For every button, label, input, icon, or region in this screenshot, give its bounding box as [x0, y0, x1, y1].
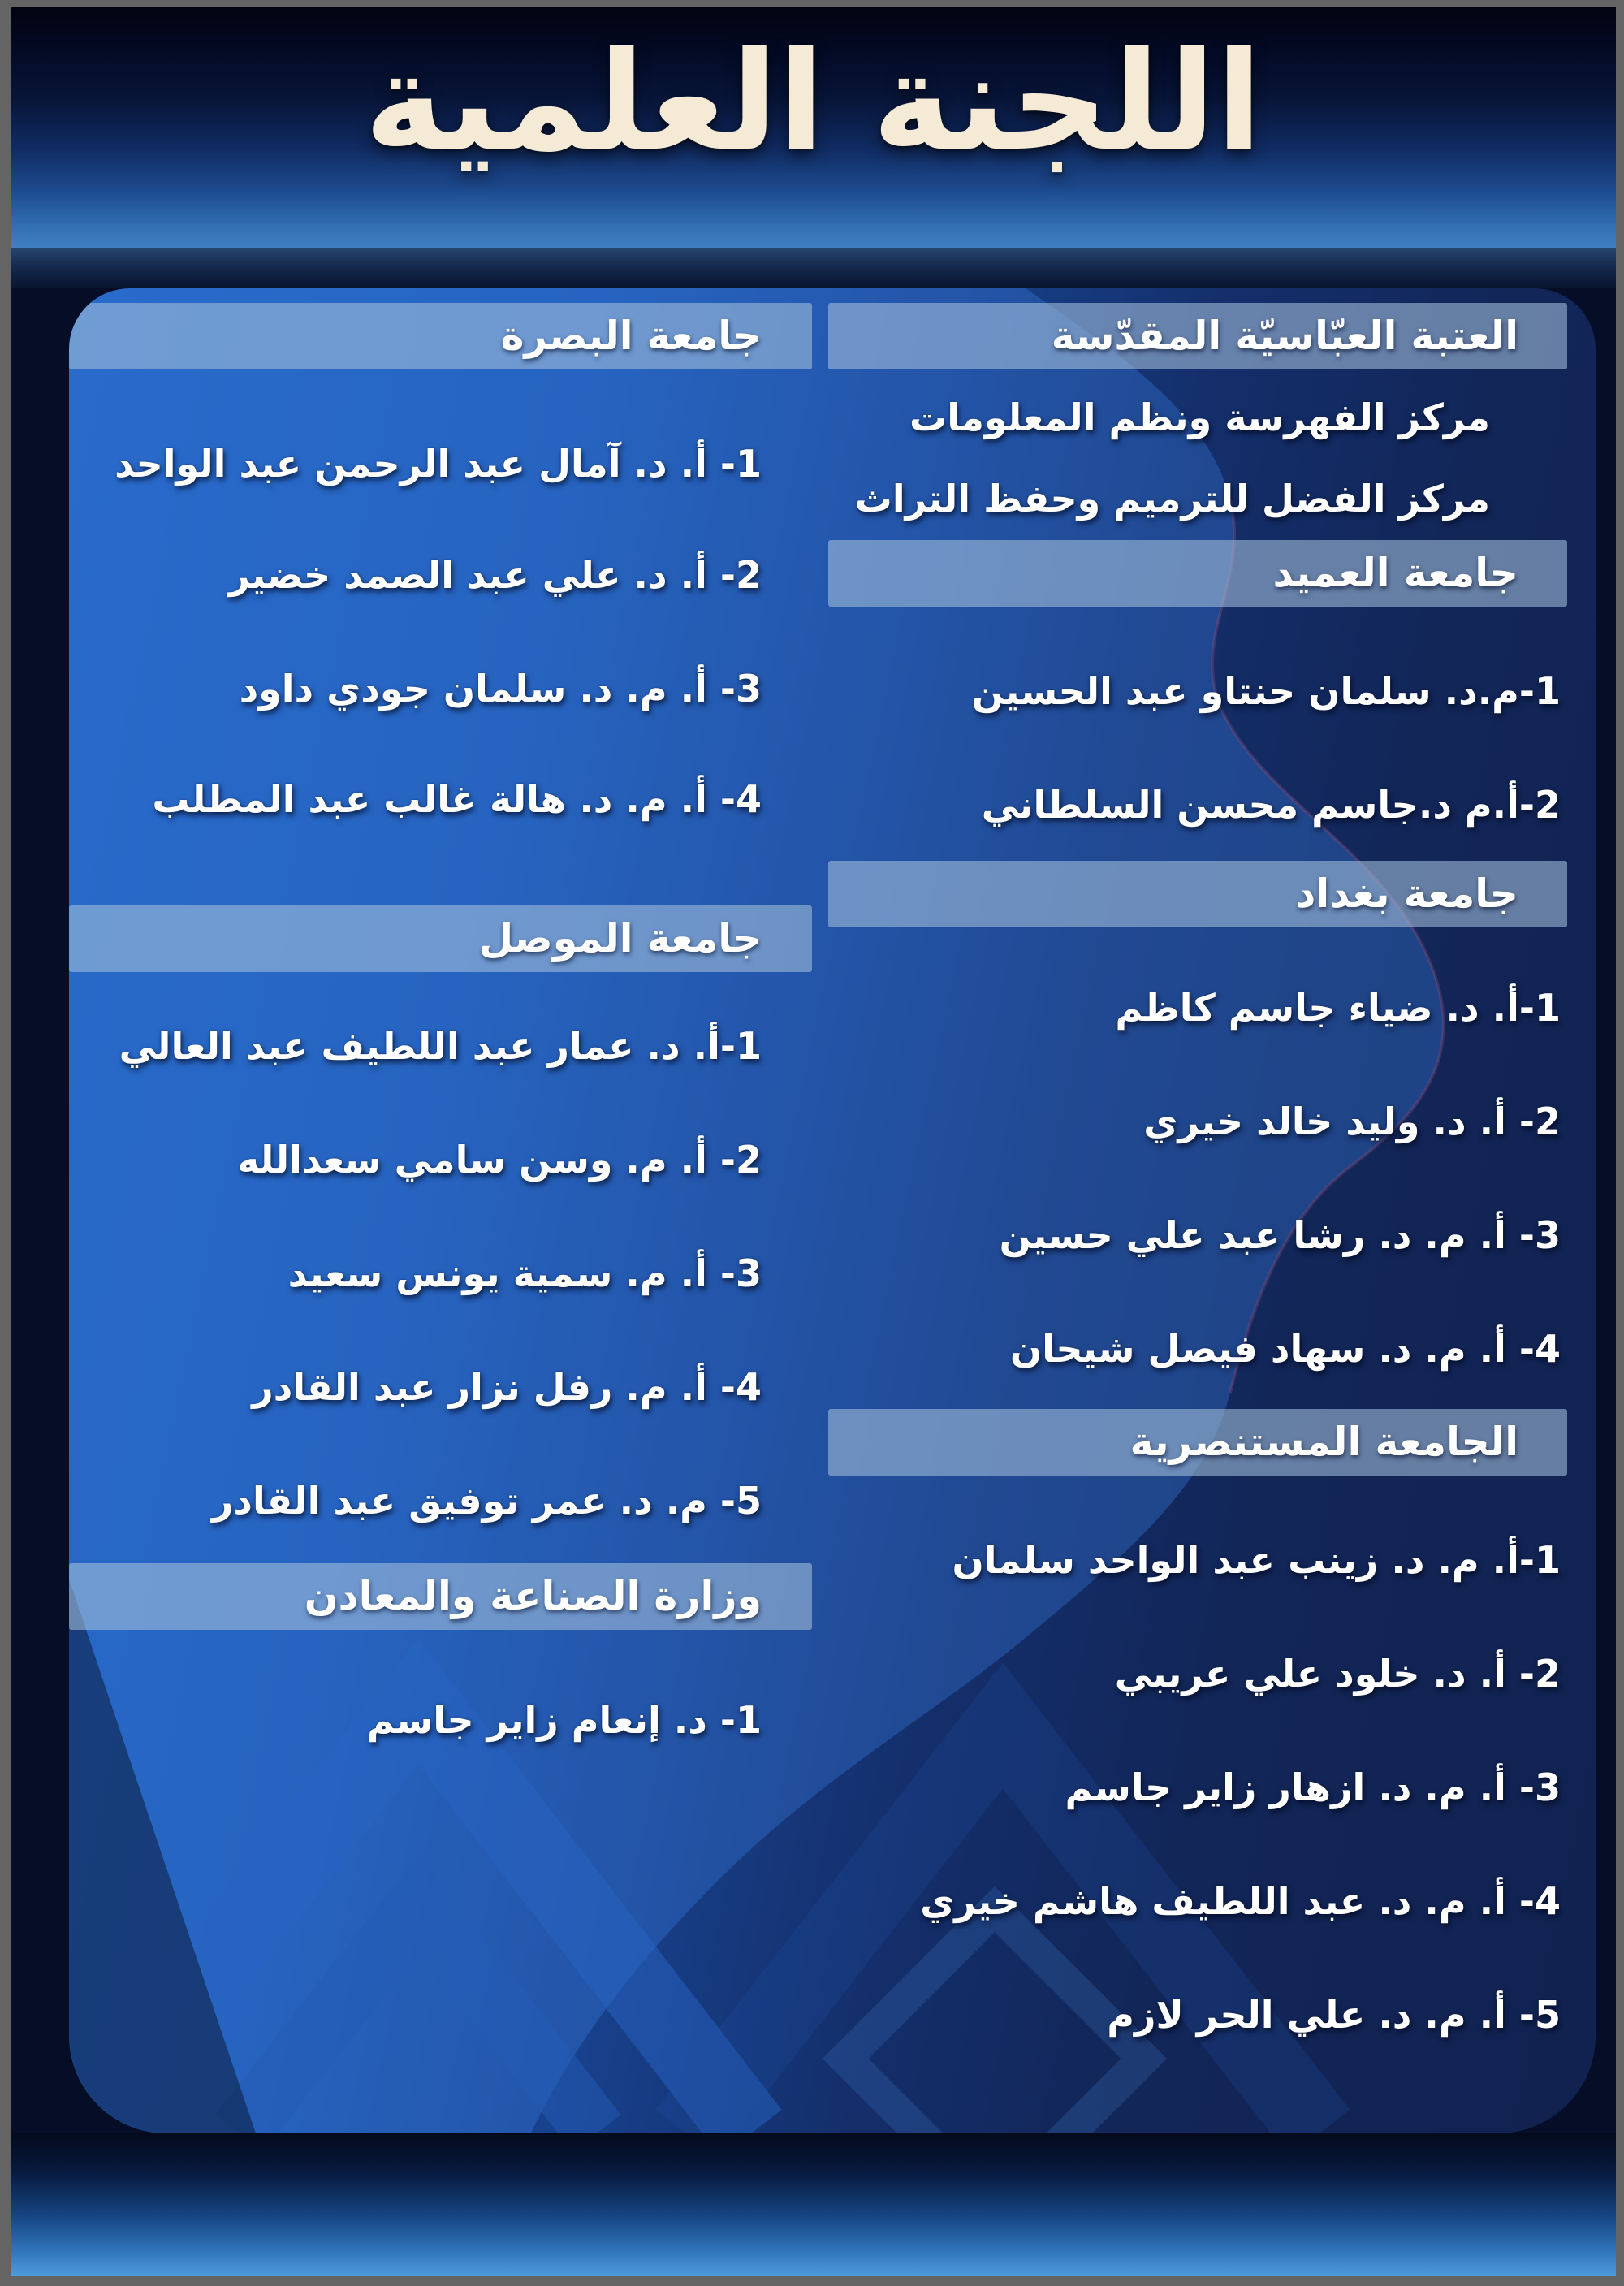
section-header-ministry-industry: وزارة الصناعة والمعادن — [69, 1563, 812, 1630]
member-item: 4- أ. م. د. سهاد فيصل شيحان — [1009, 1327, 1561, 1371]
member-item: 4- أ. م. د. هالة غالب عبد المطلب — [152, 777, 762, 821]
page-title: اللجنة العلمية — [364, 22, 1263, 181]
member-item: 1-أ. د. عمار عبد اللطيف عبد العالي — [119, 1024, 762, 1068]
section-header-abbasiya: العتبة العبّاسيّة المقدّسة — [828, 303, 1567, 369]
member-item: 2- أ. د. خلود علي عريبي — [1114, 1652, 1561, 1696]
member-item: 2- أ. د. وليد خالد خيري — [1143, 1100, 1561, 1143]
member-item: 1-م.د. سلمان حنتاو عبد الحسين — [971, 669, 1561, 713]
member-item: 1- د. إنعام زاير جاسم — [366, 1698, 762, 1742]
member-item: 3- أ. م. د. سلمان جودي داود — [239, 667, 762, 711]
member-item: 3- أ. م. سمية يونس سعيد — [287, 1251, 762, 1295]
member-item: 1- أ. د. آمال عبد الرحمن عبد الواحد — [114, 442, 762, 486]
member-item: 5- أ. م. د. علي الحر لازم — [1107, 1993, 1561, 2037]
member-item: 5- م. د. عمر توفيق عبد القادر — [211, 1479, 762, 1523]
section-header-mustansiriya: الجامعة المستنصرية — [828, 1409, 1567, 1476]
member-item: 1-أ. م. د. زينب عبد الواحد سلمان — [952, 1538, 1561, 1582]
section-header-alameed: جامعة العميد — [828, 540, 1567, 607]
org-item: مركز الفضل للترميم وحفظ التراث — [854, 477, 1490, 521]
member-item: 1-أ. د. ضياء جاسم كاظم — [1115, 986, 1561, 1030]
member-item: 4- أ. م. د. عبد اللطيف هاشم خيري — [920, 1879, 1561, 1923]
content-panel — [69, 288, 1596, 2133]
org-item: مركز الفهرسة ونظم المعلومات — [909, 395, 1490, 439]
section-header-mosul: جامعة الموصل — [69, 905, 812, 972]
member-item: 4- أ. م. رفل نزار عبد القادر — [252, 1365, 762, 1409]
member-item: 3- أ. م. د. ازهار زاير جاسم — [1065, 1765, 1561, 1809]
section-header-basra: جامعة البصرة — [69, 303, 812, 369]
footer-gradient-band — [11, 2133, 1616, 2276]
column-right — [828, 288, 1567, 2133]
section-header-baghdad: جامعة بغداد — [828, 861, 1567, 927]
header-sky-band — [11, 7, 1616, 248]
member-item: 2- أ. د. علي عبد الصمد خضير — [228, 553, 762, 597]
divider-stripe — [11, 248, 1616, 288]
member-item: 2- أ. م. وسن سامي سعدالله — [237, 1138, 762, 1182]
member-item: 2-أ.م د.جاسم محسن السلطاني — [981, 783, 1561, 827]
column-left — [69, 288, 812, 2133]
member-item: 3- أ. م. د. رشا عبد علي حسين — [999, 1213, 1561, 1257]
